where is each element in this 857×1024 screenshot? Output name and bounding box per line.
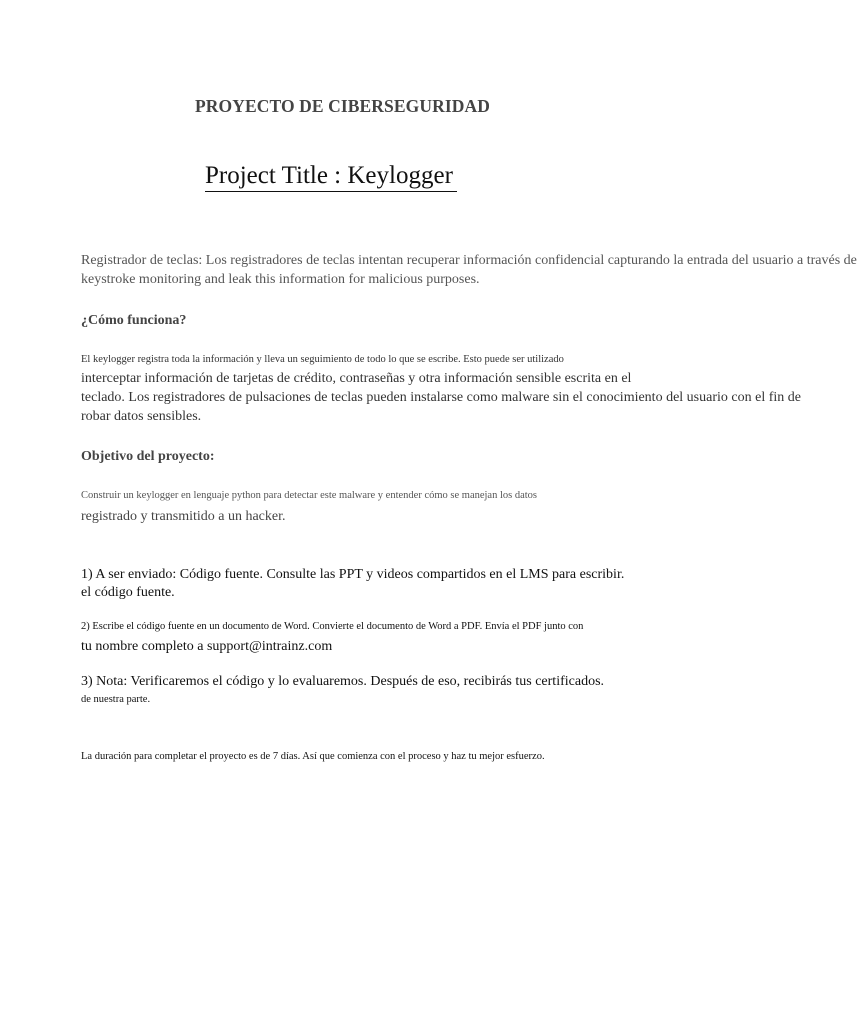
objective-line-1: Construir un keylogger en lenguaje python para detectar este malware y entender cómo se manejan los datos [81,490,538,501]
objective-heading: Objetivo del proyecto: [81,449,215,464]
how-it-works-heading: ¿Cómo funciona? [81,313,187,328]
duration-note: La duración para completar el proyecto es de 7 días. Así que comienza con el proceso y haz tu mejor esfuerzo. [81,751,545,762]
step-3-line-2: de nuestra parte. [81,694,151,705]
intro-line-2: keystroke monitoring and leak this information for malicious purposes. [81,272,480,287]
step-2-line-1: 2) Escribe el código fuente en un documento de Word. Convierte el documento de Word a PDF. Envía el PDF junto con [81,621,584,632]
document-heading: PROYECTO DE CIBERSEGURIDAD [195,96,490,116]
intro-line-1: Registrador de teclas: Los registradores de teclas intentan recuperar información confidencial capturando la entrada del usuario a través de [81,253,857,268]
how-line-4: robar datos sensibles. [81,409,202,424]
how-line-2: interceptar información de tarjetas de crédito, contraseñas y otra información sensible escrita en el [81,371,632,386]
step-1-line-1: 1) A ser enviado: Código fuente. Consulte las PPT y videos compartidos en el LMS para escribir. [81,567,625,582]
project-title: Project Title : Keylogger [205,162,457,192]
how-line-3: teclado. Los registradores de pulsaciones de teclas pueden instalarse como malware sin el conocimiento del usuario con el fin de [81,390,801,405]
step-1-line-2: el código fuente. [81,585,175,600]
step-3-line-1: 3) Nota: Verificaremos el código y lo evaluaremos. Después de eso, recibirás tus certificados. [81,674,605,689]
step-2-line-2: tu nombre completo a support@intrainz.com [81,639,333,654]
objective-line-2: registrado y transmitido a un hacker. [81,509,286,524]
how-line-1: El keylogger registra toda la información y lleva un seguimiento de todo lo que se escribe. Esto puede ser utilizado [81,354,564,365]
